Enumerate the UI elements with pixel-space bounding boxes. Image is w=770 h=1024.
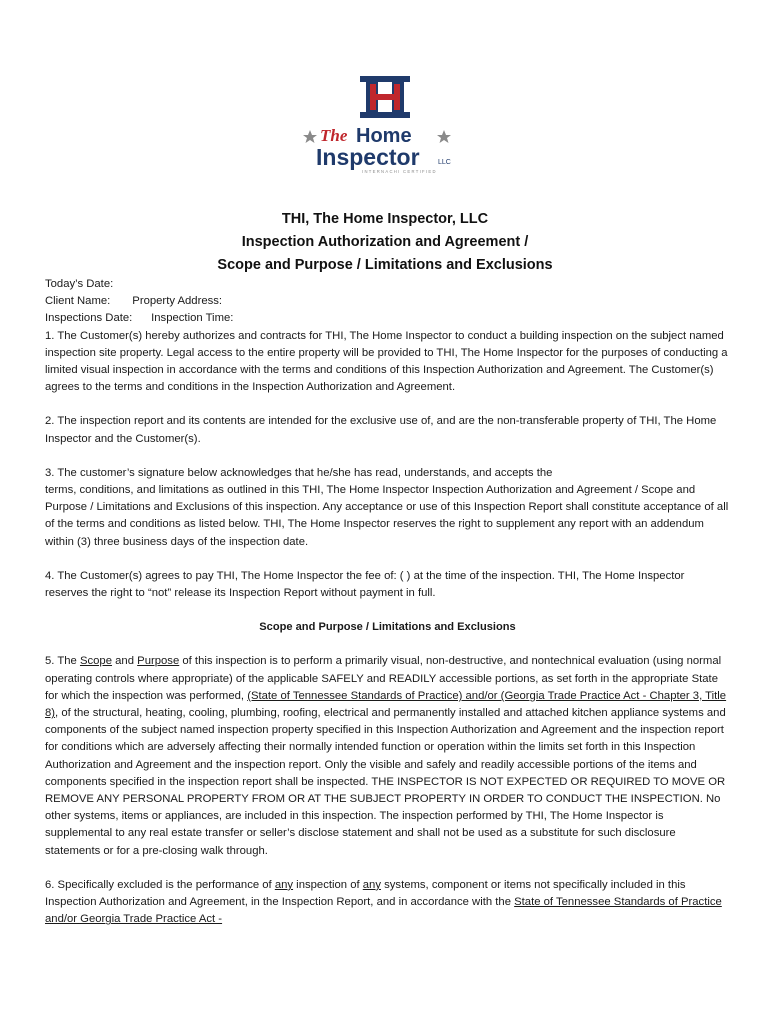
p5-text-and: and <box>112 655 138 668</box>
logo-star-right <box>437 130 451 143</box>
logo-llc: LLC <box>438 159 451 166</box>
document-title <box>0 208 770 277</box>
client-property-row <box>45 293 730 310</box>
client-name-label: Client Name: <box>45 295 111 308</box>
p6-text-a: 6. Specifically excluded is the performance of <box>45 878 275 891</box>
p5-purpose-underlined: Purpose <box>137 655 180 668</box>
paragraph-6 <box>45 877 730 929</box>
inspection-date-time-row <box>45 310 730 327</box>
agreement-body <box>45 276 730 929</box>
title-line-3: Scope and Purpose / Limitations and Exclusions <box>217 257 553 273</box>
paragraph-1: 1. The Customer(s) hereby authorizes and contracts for THI, The Home Inspector to conduct a building inspection on the subject named inspection site property. Legal access to the entire property will be provided to THI, The Home Inspector for the purposes of conducting a limited visual inspection in accordance with the terms and conditions of this Inspection Authorization and Agreement. The Customer(s) agrees to the terms and conditions in the Inspection Authorization and Agreement. <box>45 329 728 394</box>
p6-standards-reference: State of Tennessee Standards of Practice and/or Georgia Trade Practice Act - <box>45 896 722 926</box>
todays-date-field: Today’s Date: <box>45 278 114 290</box>
paragraph-3-line-1: 3. The customer’s signature below acknowledges that he/she has read, understands, and accepts the <box>45 466 553 479</box>
title-line-2: Inspection Authorization and Agreement / <box>241 234 529 250</box>
p6-text-c: systems, component or items not specifically included in this Inspection Authorization and Agreement, in the Inspection Report, and in accordance with the <box>45 878 686 909</box>
p5-standards-reference: (State of Tennessee Standards of Practice) and/or (Georgia Trade Practice Act - Chapter 3, Title 8) <box>45 689 727 720</box>
logo-graphic <box>300 72 470 174</box>
logo-star-left <box>303 130 317 143</box>
p6-any-underlined-1: any <box>274 878 294 891</box>
p5-text-c: , of the structural, heating, cooling, plumbing, roofing, electrical and permanently installed and attached kitchen appliance systems and components of the subject named inspection property specified in this Inspection Authorization and Agreement and the inspection report for conditions which are adversely affecting their normally intended function or operation within the limits set forth in this Inspection Authorization and Agreement and the inspection report. Only the visible and safely and readily accessible portions of the items and components specified in the inspection report shall be inspected. THE INSPECTOR IS NOT EXPECTED OR REQUIRED TO MOVE OR REMOVE ANY PERSONAL PROPERTY FROM OR AT THE SUBJECT PROPERTY IN ORDER TO CONDUCT THE INSPECTION. No other systems, items or appliances, are included in this inspection. The inspection performed by THI, The Home Inspector is supplemental to any real estate transfer or seller’s disclose statement and shall not be used as a substitute for such disclosure statements or for a pre-closing walk through. <box>45 707 726 857</box>
logo-tagline: INTERNACHI CERTIFIED <box>362 169 437 174</box>
property-address-label: Property Address: <box>132 295 223 308</box>
logo-inspector: Inspector <box>316 144 420 170</box>
logo-h-crossbar <box>370 94 400 100</box>
logo-home: Home <box>356 125 412 147</box>
company-logo <box>300 72 470 174</box>
title-line-1: THI, The Home Inspector, LLC <box>281 211 489 227</box>
logo-the: The <box>320 126 348 145</box>
paragraph-2: 2. The inspection report and its contents are intended for the exclusive use of, and are the non-transferable property of THI, The Home Inspector and the Customer(s). <box>45 415 717 445</box>
p5-scope-underlined: Scope <box>79 655 113 668</box>
paragraph-5 <box>45 653 730 859</box>
p5-text-b: of this inspection is to perform a primarily visual, non-destructive, and nontechnical evaluation (using normal operating controls where appropriate) of the applicable SAFELY and READILY accessible portions, as set forth in the appropriate State for which the inspection was performed, <box>45 655 722 702</box>
paragraph-4: 4. The Customer(s) agrees to pay THI, The Home Inspector the fee of: ( ) at the time of the inspection. THI, The Home Inspector reserves the right to “not” release its Inspection Report without payment in full. <box>45 569 685 600</box>
p6-any-underlined-2: any <box>362 878 381 891</box>
inspection-time-label: Inspection Time: <box>151 312 234 325</box>
paragraph-3: terms, conditions, and limitations as outlined in this THI, The Home Inspector Inspection Authorization and Agreement / Scope and Purpose / Limitations and Exclusions of this inspection. Any acceptance or use of this Inspection Report shall constitute acceptance of all of the terms and conditions as listed below. THI, The Home Inspector reserves the right to supplement any report with an addendum within (3) three business days of the inspection date. <box>45 484 729 548</box>
inspections-date-label: Inspections Date: <box>45 312 133 325</box>
logo-h-bottom-bar <box>360 112 410 118</box>
p5-text-a: 5. The <box>45 655 80 668</box>
p6-text-b: inspection of <box>293 878 363 891</box>
section-heading: Scope and Purpose / Limitations and Exclusions <box>259 621 516 634</box>
logo-h-top-bar <box>360 76 410 82</box>
